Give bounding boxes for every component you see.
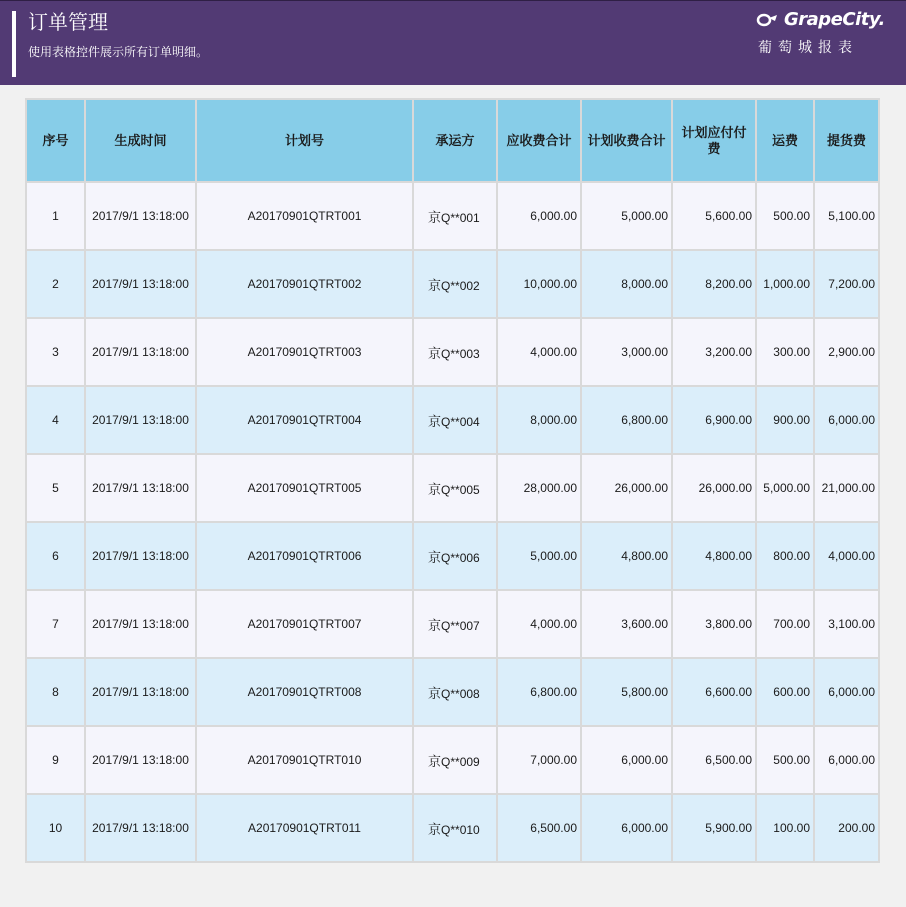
cell-plan-payable: 3,200.00 <box>672 318 756 386</box>
cell-carrier <box>413 250 497 318</box>
cell-receivable: 8,000.00 <box>497 386 581 454</box>
table-row[interactable] <box>26 182 879 250</box>
cell-plan-income: 5,800.00 <box>581 658 672 726</box>
cell-carrier <box>413 658 497 726</box>
carrier-city: 京 <box>428 686 442 702</box>
cell-pickup: 5,100.00 <box>814 182 879 250</box>
cell-freight: 100.00 <box>756 794 814 862</box>
carrier-code: Q**008 <box>441 686 480 701</box>
cell-plan-payable: 6,900.00 <box>672 386 756 454</box>
carrier-code: Q**004 <box>441 414 480 429</box>
cell-no: 10 <box>26 794 85 862</box>
cell-plan-income: 4,800.00 <box>581 522 672 590</box>
cell-freight: 900.00 <box>756 386 814 454</box>
cell-freight: 800.00 <box>756 522 814 590</box>
cell-carrier <box>413 386 497 454</box>
table-row[interactable] <box>26 250 879 318</box>
column-header-receivable[interactable]: 应收费合计 <box>497 99 581 182</box>
cell-plan-income: 6,000.00 <box>581 794 672 862</box>
cell-plan-payable: 26,000.00 <box>672 454 756 522</box>
cell-plan-payable: 6,600.00 <box>672 658 756 726</box>
cell-carrier <box>413 522 497 590</box>
cell-no: 9 <box>26 726 85 794</box>
cell-no: 4 <box>26 386 85 454</box>
cell-pickup: 7,200.00 <box>814 250 879 318</box>
column-header-plan-payable[interactable]: 计划应付付费 <box>672 99 756 182</box>
table-row[interactable] <box>26 726 879 794</box>
table-row[interactable] <box>26 590 879 658</box>
cell-plan: A20170901QTRT007 <box>196 590 413 658</box>
carrier-code: Q**006 <box>441 550 480 565</box>
cell-freight: 5,000.00 <box>756 454 814 522</box>
cell-plan-payable: 5,600.00 <box>672 182 756 250</box>
logo-wordmark: GrapeCity. <box>784 9 885 30</box>
grapecity-logo <box>754 9 885 63</box>
cell-no: 2 <box>26 250 85 318</box>
cell-freight: 600.00 <box>756 658 814 726</box>
carrier-city: 京 <box>428 618 442 634</box>
page-title: 订单管理 <box>28 10 108 34</box>
table-body <box>26 182 879 862</box>
carrier-city: 京 <box>428 822 442 838</box>
carrier-code: Q**007 <box>441 618 480 633</box>
grape-logo-icon <box>756 13 778 27</box>
cell-plan: A20170901QTRT003 <box>196 318 413 386</box>
cell-no: 7 <box>26 590 85 658</box>
carrier-code: Q**010 <box>441 822 480 837</box>
cell-plan-income: 3,000.00 <box>581 318 672 386</box>
column-header-freight[interactable]: 运费 <box>756 99 814 182</box>
cell-time: 2017/9/1 13:18:00 <box>85 590 196 658</box>
cell-plan-payable: 4,800.00 <box>672 522 756 590</box>
cell-freight: 500.00 <box>756 726 814 794</box>
cell-plan-income: 3,600.00 <box>581 590 672 658</box>
carrier-code: Q**005 <box>441 482 480 497</box>
cell-pickup: 6,000.00 <box>814 386 879 454</box>
cell-carrier <box>413 726 497 794</box>
column-header-no[interactable]: 序号 <box>26 99 85 182</box>
cell-pickup: 21,000.00 <box>814 454 879 522</box>
carrier-city: 京 <box>428 346 442 362</box>
table-row[interactable] <box>26 318 879 386</box>
cell-receivable: 4,000.00 <box>497 318 581 386</box>
table-row[interactable] <box>26 658 879 726</box>
cell-freight: 700.00 <box>756 590 814 658</box>
cell-time: 2017/9/1 13:18:00 <box>85 522 196 590</box>
cell-pickup: 4,000.00 <box>814 522 879 590</box>
carrier-city: 京 <box>428 414 442 430</box>
carrier-code: Q**002 <box>441 278 480 293</box>
cell-carrier <box>413 454 497 522</box>
cell-plan-income: 5,000.00 <box>581 182 672 250</box>
page-header <box>0 0 906 85</box>
cell-plan-payable: 6,500.00 <box>672 726 756 794</box>
carrier-city: 京 <box>428 210 442 226</box>
carrier-city: 京 <box>428 278 442 294</box>
carrier-city: 京 <box>428 754 442 770</box>
cell-plan: A20170901QTRT004 <box>196 386 413 454</box>
cell-no: 6 <box>26 522 85 590</box>
column-header-plan-income[interactable]: 计划收费合计 <box>581 99 672 182</box>
header-accent-bar <box>12 11 16 77</box>
cell-no: 1 <box>26 182 85 250</box>
cell-plan: A20170901QTRT011 <box>196 794 413 862</box>
cell-pickup: 3,100.00 <box>814 590 879 658</box>
cell-plan-payable: 8,200.00 <box>672 250 756 318</box>
cell-time: 2017/9/1 13:18:00 <box>85 386 196 454</box>
logo-subtitle: 葡萄城报表 <box>758 40 858 56</box>
cell-time: 2017/9/1 13:18:00 <box>85 182 196 250</box>
cell-pickup: 200.00 <box>814 794 879 862</box>
cell-plan-payable: 5,900.00 <box>672 794 756 862</box>
page-subtitle: 使用表格控件展示所有订单明细。 <box>28 45 209 59</box>
table-row[interactable] <box>26 522 879 590</box>
cell-plan-payable: 3,800.00 <box>672 590 756 658</box>
cell-receivable: 4,000.00 <box>497 590 581 658</box>
cell-receivable: 6,500.00 <box>497 794 581 862</box>
column-header-pickup[interactable]: 提货费 <box>814 99 879 182</box>
carrier-code: Q**003 <box>441 346 480 361</box>
cell-receivable: 28,000.00 <box>497 454 581 522</box>
cell-no: 5 <box>26 454 85 522</box>
cell-freight: 500.00 <box>756 182 814 250</box>
cell-plan-income: 6,800.00 <box>581 386 672 454</box>
order-table <box>25 98 880 863</box>
cell-time: 2017/9/1 13:18:00 <box>85 454 196 522</box>
carrier-code: Q**009 <box>441 754 480 769</box>
carrier-city: 京 <box>428 482 442 498</box>
cell-plan: A20170901QTRT001 <box>196 182 413 250</box>
table-row[interactable] <box>26 386 879 454</box>
cell-carrier <box>413 182 497 250</box>
cell-pickup: 2,900.00 <box>814 318 879 386</box>
carrier-city: 京 <box>428 550 442 566</box>
cell-carrier <box>413 318 497 386</box>
cell-no: 3 <box>26 318 85 386</box>
cell-time: 2017/9/1 13:18:00 <box>85 794 196 862</box>
cell-plan-income: 26,000.00 <box>581 454 672 522</box>
cell-carrier <box>413 590 497 658</box>
cell-pickup: 6,000.00 <box>814 726 879 794</box>
cell-receivable: 5,000.00 <box>497 522 581 590</box>
cell-plan: A20170901QTRT005 <box>196 454 413 522</box>
cell-time: 2017/9/1 13:18:00 <box>85 318 196 386</box>
column-header-time[interactable]: 生成时间 <box>85 99 196 182</box>
cell-time: 2017/9/1 13:18:00 <box>85 658 196 726</box>
cell-plan: A20170901QTRT010 <box>196 726 413 794</box>
cell-carrier <box>413 794 497 862</box>
column-header-plan[interactable]: 计划号 <box>196 99 413 182</box>
cell-pickup: 6,000.00 <box>814 658 879 726</box>
cell-receivable: 7,000.00 <box>497 726 581 794</box>
cell-time: 2017/9/1 13:18:00 <box>85 726 196 794</box>
column-header-carrier[interactable]: 承运方 <box>413 99 497 182</box>
carrier-code: Q**001 <box>441 210 480 225</box>
cell-receivable: 6,000.00 <box>497 182 581 250</box>
cell-plan-income: 8,000.00 <box>581 250 672 318</box>
table-row[interactable] <box>26 454 879 522</box>
table-row[interactable] <box>26 794 879 862</box>
order-table-container <box>25 98 878 863</box>
table-header-row <box>26 99 879 182</box>
cell-time: 2017/9/1 13:18:00 <box>85 250 196 318</box>
cell-plan-income: 6,000.00 <box>581 726 672 794</box>
cell-freight: 1,000.00 <box>756 250 814 318</box>
cell-receivable: 10,000.00 <box>497 250 581 318</box>
cell-no: 8 <box>26 658 85 726</box>
cell-receivable: 6,800.00 <box>497 658 581 726</box>
cell-freight: 300.00 <box>756 318 814 386</box>
cell-plan: A20170901QTRT008 <box>196 658 413 726</box>
cell-plan: A20170901QTRT006 <box>196 522 413 590</box>
cell-plan: A20170901QTRT002 <box>196 250 413 318</box>
